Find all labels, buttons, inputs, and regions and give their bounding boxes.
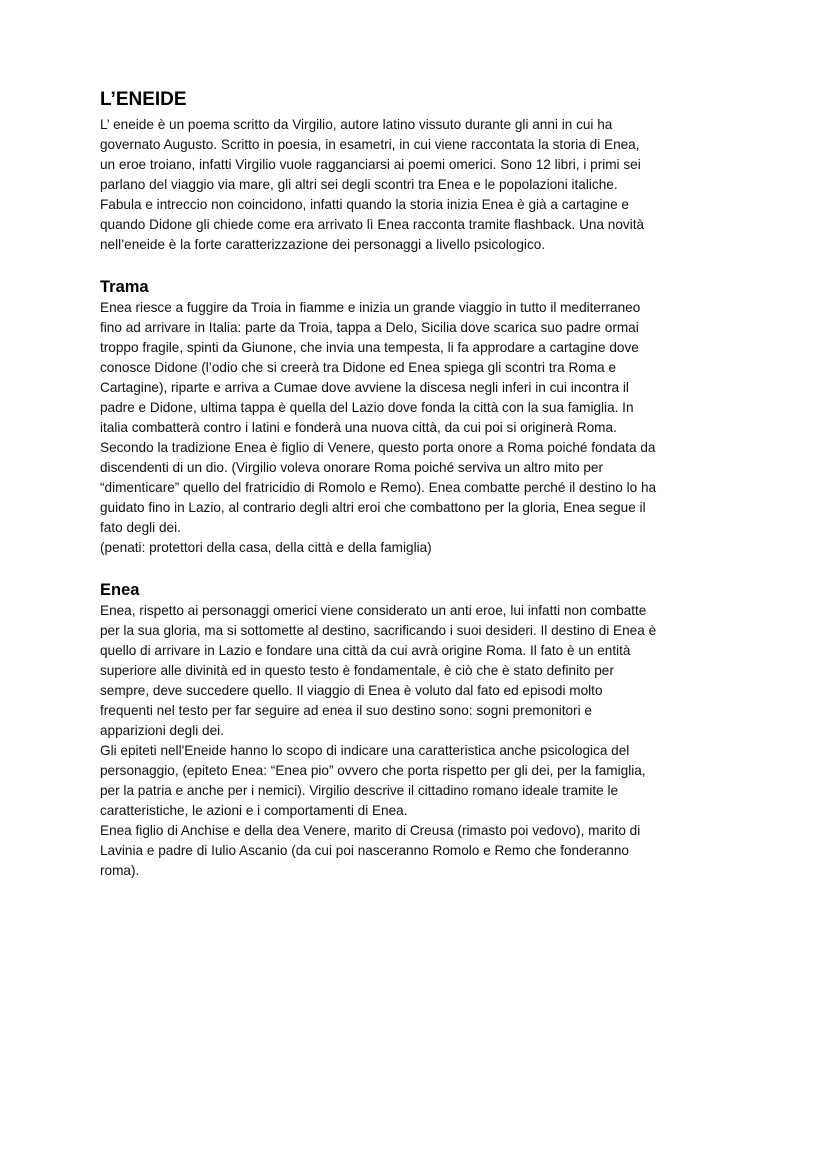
document-title: L’ENEIDE	[100, 89, 187, 110]
text-line: personaggio, (epiteto Enea: “Enea pio” ovvero che porta rispetto per gli dei, per la famiglia,	[100, 763, 646, 778]
text-line: Lavinia e padre di Iulio Ascanio (da cui poi nasceranno Romolo e Remo che fonderanno	[100, 843, 629, 858]
text-line: governato Augusto. Scritto in poesia, in esametri, in cui viene raccontata la storia di Enea,	[100, 137, 640, 152]
text-line: per la sua gloria, ma si sottomette al destino, sacrificando i suoi desideri. Il destino di Enea è	[100, 623, 657, 638]
text-line: Enea figlio di Anchise e della dea Venere, marito di Creusa (rimasto poi vedovo), marito di	[100, 823, 641, 838]
text-line: “dimenticare” quello del fratricidio di Romolo e Remo). Enea combatte perché il destino lo ha	[100, 480, 657, 495]
text-line: guidato fino in Lazio, al contrario degli altri eroi che combattono per la gloria, Enea segue il	[100, 500, 646, 515]
text-line: parlano del viaggio via mare, gli altri sei degli scontri tra Enea e le popolazioni italiche.	[100, 177, 618, 192]
text-line: Secondo la tradizione Enea è figlio di Venere, questo porta onore a Roma poiché fondata da	[100, 440, 656, 455]
enea-paragraph	[100, 601, 732, 881]
text-line: caratteristiche, le azioni e i comportamenti di Enea.	[100, 803, 408, 818]
text-line: italia combatterà contro i latini e fonderà una nuova città, da cui poi si originerà Roma.	[100, 420, 617, 435]
text-line: (penati: protettori della casa, della città e della famiglia)	[100, 540, 432, 555]
text-line: sempre, deve succedere quello. Il viaggio di Enea è voluto dal fato ed episodi molto	[100, 683, 603, 698]
text-line: padre e Didone, ultima tappa è quella del Lazio dove fonda la città con la sua famiglia. In	[100, 400, 634, 415]
text-line: Fabula e intreccio non coincidono, infatti quando la storia inizia Enea è già a cartagine e	[100, 197, 629, 212]
text-line: un eroe troiano, infatti Virgilio vuole ragganciarsi ai poemi omerici. Sono 12 libri, i primi sei	[100, 157, 641, 172]
text-line: superiore alle divinità ed in questo testo è fondamentale, è ciò che è stato definito per	[100, 663, 614, 678]
text-line: Enea, rispetto ai personaggi omerici viene considerato un anti eroe, lui infatti non combatte	[100, 603, 647, 618]
text-line: discendenti di un dio. (Virgilio voleva onorare Roma poiché serviva un altro mito per	[100, 460, 603, 475]
text-line: quando Didone gli chiede come era arrivato lì Enea racconta tramite flashback. Una novità	[100, 217, 645, 232]
intro-paragraph	[100, 115, 732, 255]
text-line: Cartagine), riparte e arriva a Cumae dove avviene la discesa negli inferi in cui incontra il	[100, 380, 629, 395]
text-line: troppo fragile, spinti da Giunone, che invia una tempesta, li fa approdare a cartagine dove	[100, 340, 639, 355]
section-heading-trama: Trama	[100, 278, 149, 296]
text-line: frequenti nel testo per far seguire ad enea il suo destino sono: sogni premonitori e	[100, 703, 592, 718]
text-line: nell’eneide è la forte caratterizzazione dei personaggi a livello psicologico.	[100, 237, 546, 252]
text-line: Gli epiteti nell'Eneide hanno lo scopo di indicare una caratteristica anche psicologica del	[100, 743, 630, 758]
text-line: conosce Didone (l’odio che si creerà tra Didone ed Enea spiega gli scontri tra Roma e	[100, 360, 617, 375]
document-page	[100, 88, 732, 881]
text-line: Enea riesce a fuggire da Troia in fiamme e inizia un grande viaggio in tutto il mediterraneo	[100, 300, 641, 315]
section-heading-enea: Enea	[100, 581, 140, 599]
text-line: roma).	[100, 863, 140, 878]
text-line: fato degli dei.	[100, 520, 181, 535]
text-line: per la patria e anche per i nemici). Virgilio descrive il cittadino romano ideale tramite le	[100, 783, 619, 798]
text-line: L’ eneide è un poema scritto da Virgilio, autore latino vissuto durante gli anni in cui ha	[100, 117, 613, 132]
text-line: apparizioni degli dei.	[100, 723, 224, 738]
text-line: fino ad arrivare in Italia: parte da Troia, tappa a Delo, Sicilia dove scarica suo padre ormai	[100, 320, 639, 335]
text-line: quello di arrivare in Lazio e fondare una città da cui avrà origine Roma. Il fato è un entità	[100, 643, 631, 658]
trama-paragraph	[100, 298, 732, 558]
